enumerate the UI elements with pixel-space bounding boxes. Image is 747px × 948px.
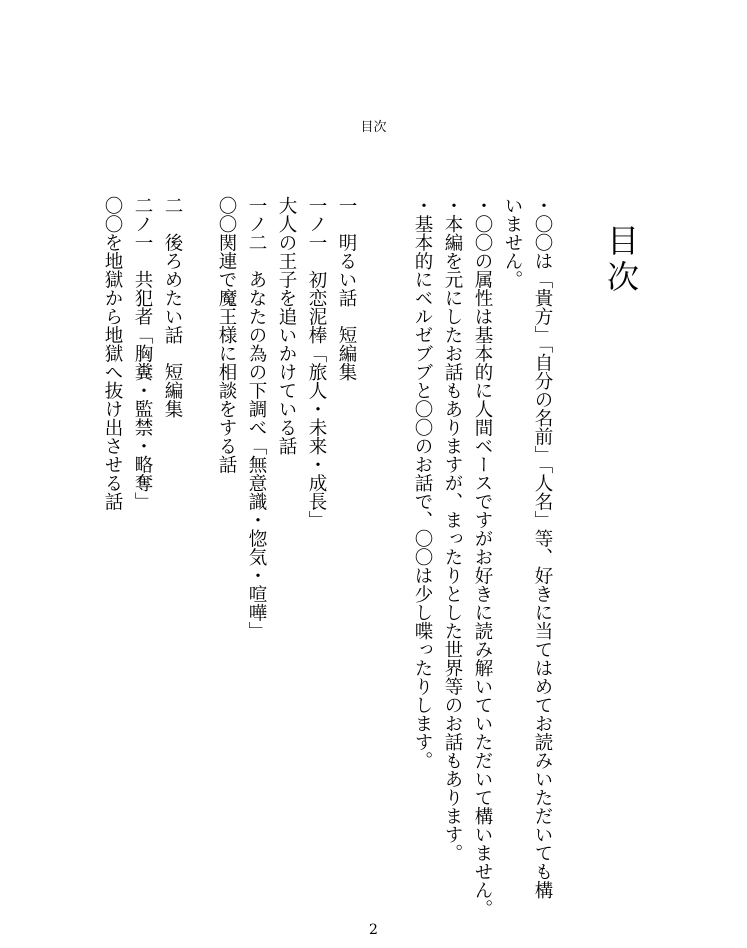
page-number: 2 [369, 922, 378, 938]
note-line-2: ・〇〇の属性は基本的に人間ベースですがお好きに読み解いていただいて構いません。 [472, 196, 493, 918]
toc-entry-2-1-desc: 〇〇を地獄から地獄へ抜け出させる話 [102, 196, 123, 511]
note-line-1: ・〇〇は「貴方」「自分の名前」「人名」等、好きに当てはめてお読みいただいても構 [532, 196, 553, 899]
toc-entry-1-2-desc: 〇〇関連で魔王様に相談をする話 [216, 196, 237, 474]
page-title: 目次 [602, 224, 640, 296]
toc-entry-1-2: 一ノ二 あなたの為の下調べ「無意識・惚気・喧嘩」 [246, 196, 267, 640]
toc-entry-1-1-desc: 大人の王子を追いかけている話 [276, 196, 297, 455]
note-line-1-continued: いません。 [502, 196, 523, 289]
note-line-4: ・基本的にベルゼブブと〇〇のお話で、〇〇は少し喋ったりします。 [412, 196, 433, 770]
toc-entry-2-1: 二ノ一 共犯者「胸糞・監禁・略奪」 [132, 196, 153, 511]
toc-entry-1-1: 一ノ一 初恋泥棒「旅人・未来・成長」 [306, 196, 327, 529]
toc-section-1: 一 明るい話 短編集 [336, 196, 357, 381]
vertical-text-body [97, 196, 641, 918]
toc-section-2: 二 後ろめたい話 短編集 [162, 196, 183, 418]
note-line-3: ・本編を元にしたお話もありますが、まったりとした世界等のお話もあります。 [442, 196, 463, 862]
running-header: 目次 [360, 120, 387, 135]
